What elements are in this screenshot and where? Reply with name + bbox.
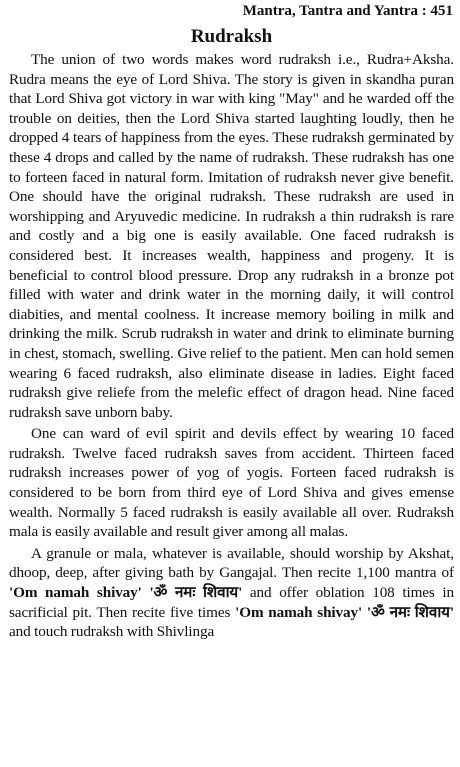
mantra-text-1: 'Om namah shivay' 'ॐ नमः शिवाय' [9,584,243,602]
paragraph-origin-and-benefits: The union of two words makes word rudraksh i.e., Rudra+Aksha. Rudra means the eye of Lord Shiva. The story is given in skandha puran that Lord Shiva got victory in war with king "May" and he warded off the trouble on deities, then the Lord Shiva started laughting loudly, then he dropped 4 tears of happiness from the eyes. These rudraksh germinated by these 4 drops and called by the name of rudraksh. These rudraksh has one to forteen faced in natural form. Imitation of rudraksh never give benefit. One should have the original rudraksh. These rudraksh are used in worshipping and Aryuvedic medicine. In rudraksh a thin rudraksh is rare and costly and a big one is easily available. One faced rudraksh is considered best. It increases wealth, happiness and progeny. It is beneficial to control blood pressure. Drop any rudraksh in a bronze pot filled with water and drink water in the morning daily, it will control diabities, and mental coolness. It increase memory boiling in milk and drinking the milk. Scrub rudraksh in water and drink to eliminate burning in chest, stomach, swelling. Give relief to the patient. Men can hold semen wearing 6 faced rudraksh, also eliminate disease in ladies. Eight faced rudraksh give reliefe from the melefic effect of dragon head. Nine faced rudraksh save unborn baby. [9,51,454,421]
worship-text-part-2: and offer oblation 108 times in sacrificial pit. Then recite five times [9,584,454,621]
mantra-text-2: 'Om namah shivay' 'ॐ नमः शिवाय' [235,603,454,621]
paragraph-worship-method [9,544,454,642]
section-title: Rudraksh [190,26,273,47]
worship-text-part-1: A granule or mala, whatever is available, should worship by Akshat, dhoop, deep, after giving bath by Gangajal. Then recite 1,100 mantra of [9,544,454,582]
paragraph-faced-rudraksh: One can ward of evil spirit and devils effect by wearing 10 faced rudraksh. Twelve faced rudraksh saves from accident. Thirteen faced rudraksh increases power of yog of yogis. Forteen faced rudraksh is considered to be born from third eye of Lord Shiva and gives emense wealth. Normally 5 faced rudraksh is easily available all over. Rudraksh mala is easily available and result giver among all malas. [9,425,454,541]
worship-text-part-3: and touch rudraksh with Shivlinga [9,623,215,641]
running-header: Mantra, Tantra and Yantra : 451 [242,3,453,19]
